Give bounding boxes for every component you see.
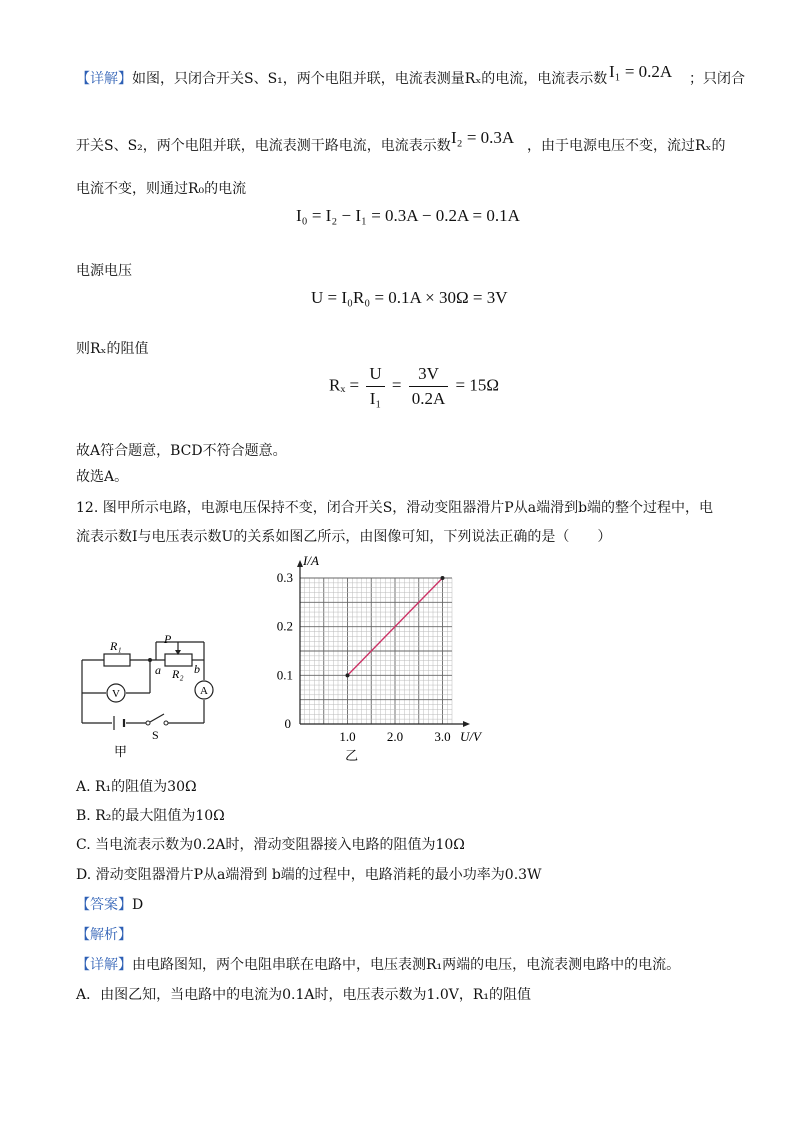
equation-u: U = I₀R₀ = 0.1A × 30Ω = 3V xyxy=(311,288,508,307)
conclusion-line1: 故A符合题意，BCD不符合题意。 xyxy=(76,443,287,459)
option-b[interactable]: B. R₂的最大阻值为10Ω xyxy=(76,808,225,824)
rx-lhs: Rₓ = xyxy=(329,375,360,395)
option-a-explanation: A．由图乙知，当电路中的电流为0.1A时，电压表示数为1.0V，R₁的阻值 xyxy=(76,987,532,1003)
conclusion-line2: 故选A。 xyxy=(76,469,129,485)
detail-paragraph-line3: 电流不变，则通过R₀的电流 xyxy=(76,181,247,197)
data-point xyxy=(441,576,445,580)
label-p: P xyxy=(164,632,172,646)
graph-grid xyxy=(300,578,452,724)
detail-text: 如图，只闭合开关S、S₁，两个电阻并联，电流表测量Rₓ的电流，电流表示数 xyxy=(132,71,608,87)
label-r2: R₂ xyxy=(172,667,184,681)
label-source-voltage: 电源电压 xyxy=(76,263,132,279)
circuit-caption: 甲 xyxy=(114,744,128,759)
detail-paragraph-line1 xyxy=(76,70,607,88)
label-a: a xyxy=(155,663,161,677)
y-axis-label: I/A xyxy=(303,553,319,568)
label-rx: 则Rₓ的阻值 xyxy=(76,341,149,357)
detail-line xyxy=(76,956,680,974)
x-axis-arrow-icon xyxy=(463,721,470,727)
detail-text-end: ，由于电源电压不变，流过Rₓ的 xyxy=(527,138,726,154)
option-c[interactable]: C. 当电流表示数为0.2A时，滑动变阻器接入电路的阻值为10Ω xyxy=(76,837,465,853)
x-tick-label: 3.0 xyxy=(434,729,451,744)
equation-i0: I₀ = I₂ − I₁ = 0.3A − 0.2A = 0.1A xyxy=(296,206,520,225)
resistor-r1 xyxy=(104,654,130,666)
rheostat-r2 xyxy=(165,654,192,666)
fraction-u-over-i1 xyxy=(366,364,384,409)
frac-den: I₁ xyxy=(369,389,382,408)
equation-rx xyxy=(329,364,499,409)
circuit-diagram xyxy=(70,630,230,760)
label-switch: S xyxy=(152,728,159,742)
detail-paragraph-line2: 开关S、S₂，两个电阻并联，电流表测干路电流，电流表示数 xyxy=(76,138,451,154)
y-tick-label: 0.3 xyxy=(276,570,293,585)
graph-i-u xyxy=(260,548,500,768)
rx-rhs: = 15Ω xyxy=(455,375,499,395)
x-tick-label: 1.0 xyxy=(339,729,356,744)
detail-tag-2: 【详解】 xyxy=(76,957,132,973)
detail-tag: 【详解】 xyxy=(76,71,132,87)
frac-den: 0.2A xyxy=(411,389,446,408)
switch-terminal xyxy=(146,721,150,725)
origin-label: 0 xyxy=(284,716,291,731)
fraction-values xyxy=(409,364,449,409)
ammeter-label: A xyxy=(200,685,208,697)
answer-line xyxy=(76,896,143,914)
equation-i1: I₁ = 0.2A xyxy=(609,62,673,81)
switch-lever xyxy=(150,714,164,722)
detail-text-end: ；只闭合 xyxy=(689,71,745,87)
voltmeter-label: V xyxy=(112,688,120,700)
x-axis-label: U/V xyxy=(460,729,481,744)
y-tick-label: 0.2 xyxy=(276,618,293,634)
question-12-line1: 12. 图甲所示电路，电源电压保持不变，闭合开关S，滑动变阻器滑片P从a端滑到b端的整个过程中，电 xyxy=(76,500,714,516)
answer-tag: 【答案】 xyxy=(76,897,132,913)
equation-i2: I₂ = 0.3A xyxy=(451,128,515,147)
question-12-line2: 流表示数I与电压表示数U的关系如图乙所示，由图像可知，下列说法正确的是（ ） xyxy=(76,529,612,545)
analysis-tag: 【解析】 xyxy=(76,927,132,943)
answer-value: D xyxy=(132,897,144,913)
junction-dot xyxy=(148,658,152,662)
x-tick-label: 2.0 xyxy=(386,729,404,744)
label-r1: R₁ xyxy=(110,639,122,653)
detail-text-2: 由电路图知，两个电阻串联在电路中，电压表测R₁两端的电压，电流表测电路中的电流。 xyxy=(132,957,681,973)
switch-terminal xyxy=(164,721,168,725)
y-tick-label: 0.1 xyxy=(276,667,293,683)
data-point xyxy=(346,673,350,677)
option-a[interactable]: A. R₁的阻值为30Ω xyxy=(76,779,197,795)
equals-sign: = xyxy=(391,375,402,395)
option-d[interactable]: D. 滑动变阻器滑片P从a端滑到 b端的过程中，电路消耗的最小功率为0.3W xyxy=(76,867,542,883)
label-b: b xyxy=(194,662,200,676)
frac-num: U xyxy=(366,364,384,387)
graph-caption: 乙 xyxy=(345,748,359,763)
frac-num: 3V xyxy=(409,364,449,387)
graph-axes xyxy=(297,560,470,727)
